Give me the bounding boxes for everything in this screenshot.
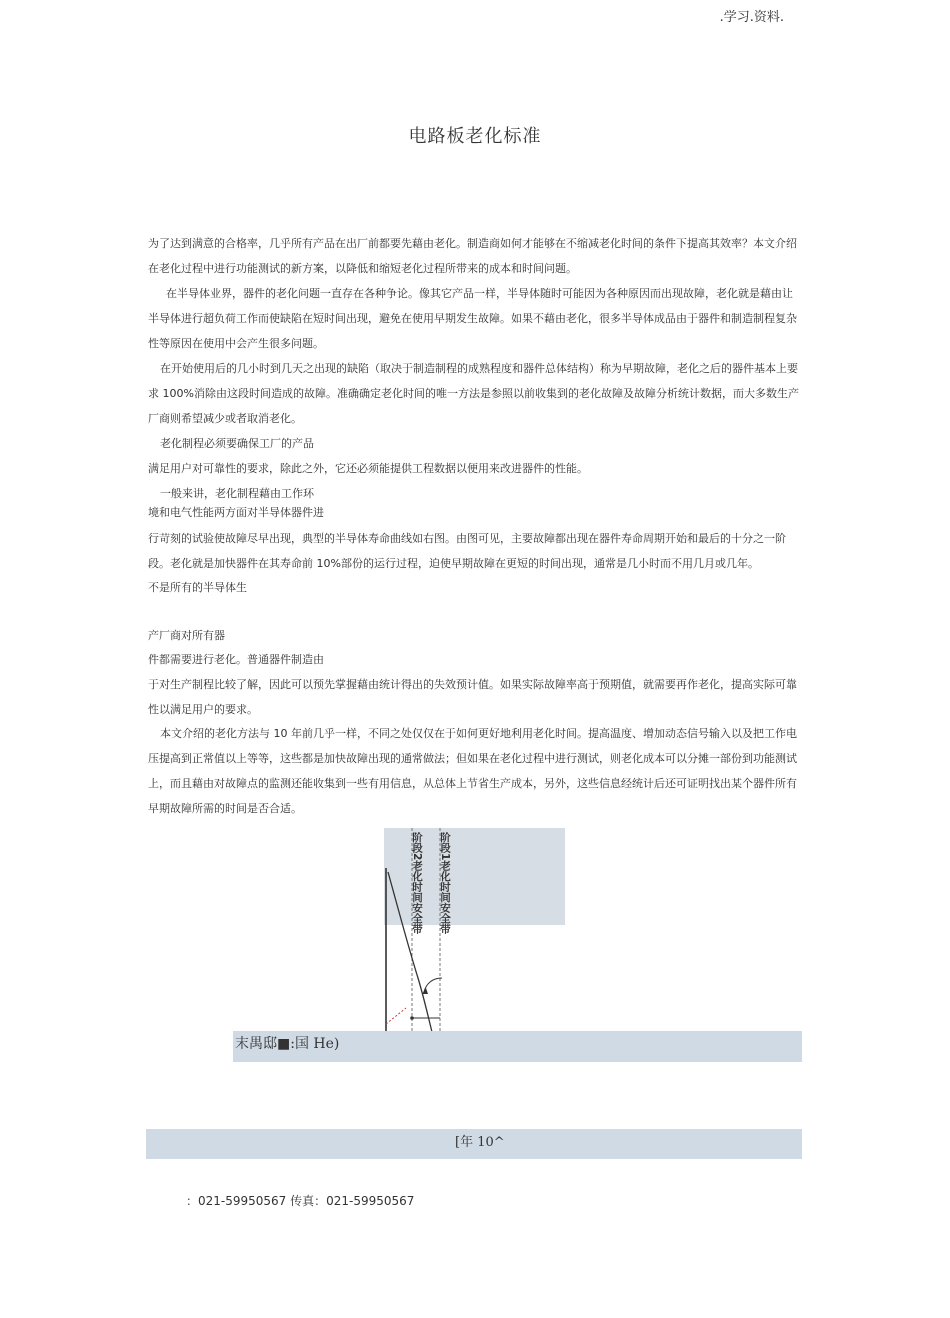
figure-caption-text: 末禺邸■:国 He) <box>235 1036 340 1052</box>
marker-dot <box>410 1016 414 1020</box>
paragraph-method: 本文介绍的老化方法与 10 年前几乎一样，不同之处仅仅在于如何更好地利用老化时间。提高温度、增加动态信号输入以及把工作电压提高到正常值以上等等，这些都是加快故障出现的通常做法；但如果在老化过程中进行测试，则老化成本可以分摊一部份到功能测试上，而且藉由对故障点的监测还能收集到一些有用信息，从总体上节省生产成本，另外，这些信息经统计后还可证明找出某个器件所有早期故障所需的时间是否合适。 <box>148 727 797 815</box>
paragraph-reliability: 于对生产制程比较了解，因此可以预先掌握藉由统计得出的失效预计值。如果实际故障率高于预期值，就需要再作老化，提高实际可靠性以满足用户的要求。 <box>148 678 797 716</box>
failure-curve-figure <box>384 828 565 1032</box>
header-note: .学习.资料. <box>719 10 784 25</box>
paragraph-early-failure: 在开始使用后的几小时到几天之出现的缺陷（取决于制造制程的成熟程度和器件总体结构）称为早期故障，老化之后的器件基本上要求 100%消除由这段时间造成的故障。准确确定老化时间的唯一方法是参照以前收集到的老化故障及故障分析统计数据，而大多数生产厂商则希望减少或者取消老化。 <box>148 362 799 425</box>
paragraph-line: 满足用户对可靠性的要求，除此之外，它还必须能提供工程数据以便用来改进器件的性能。 <box>148 462 588 475</box>
label-stage2-safety-band: 阶段2老化时间安全带 <box>411 832 423 934</box>
paragraph-line: 件都需要进行老化。普通器件制造由 <box>148 653 324 666</box>
paragraph-intro: 为了达到满意的合格率，几乎所有产品在出厂前都要先藉由老化。制造商如何才能够在不缩减老化时间的条件下提高其效率？本文介绍在老化过程中进行功能测试的新方案，以降低和缩短老化过程所带来的成本和时间问题。 <box>148 237 797 275</box>
paragraph-line: 一般来讲，老化制程藉由工作环 <box>160 487 314 500</box>
paragraph-lifecycle: 行苛刻的试验使故障尽早出现，典型的半导体寿命曲线如右图。由图可见，主要故障都出现在器件寿命周期开始和最后的十分之一阶段。老化就是加快器件在其寿命前 10%部份的运行过程，迫使早期故障在更短的时间出现，通常是几小时而不用几月或几年。 <box>148 532 786 570</box>
document-title: 电路板老化标准 <box>408 126 542 147</box>
label-stage1-safety-band: 阶段1老化时间安全带 <box>439 832 451 934</box>
paragraph-line: 产厂商对所有器 <box>148 629 225 642</box>
figure-axis-band <box>146 1129 802 1159</box>
alternate-curve <box>386 1008 406 1024</box>
paragraph-line: 境和电气性能两方面对半导体器件进 <box>148 506 324 519</box>
paragraph-line: 老化制程必须要确保工厂的产品 <box>160 437 314 450</box>
paragraph-line: 不是所有的半导体生 <box>148 581 247 594</box>
footer-contact: ：021-59950567 传真：021-59950567 <box>186 1194 415 1208</box>
figure-caption-band <box>233 1031 802 1062</box>
paragraph-industry: 在半导体业界，器件的老化问题一直存在各种争论。像其它产品一样，半导体随时可能因为各种原因而出现故障，老化就是藉由让半导体进行超负荷工作而使缺陷在短时间出现，避免在使用早期发生故障。如果不藉由老化，很多半导体成品由于器件和制造制程复杂性等原因在使用中会产生很多问题。 <box>148 287 797 350</box>
figure-axis-text: [年 10^ <box>455 1135 505 1150</box>
arrow-line <box>424 978 442 992</box>
